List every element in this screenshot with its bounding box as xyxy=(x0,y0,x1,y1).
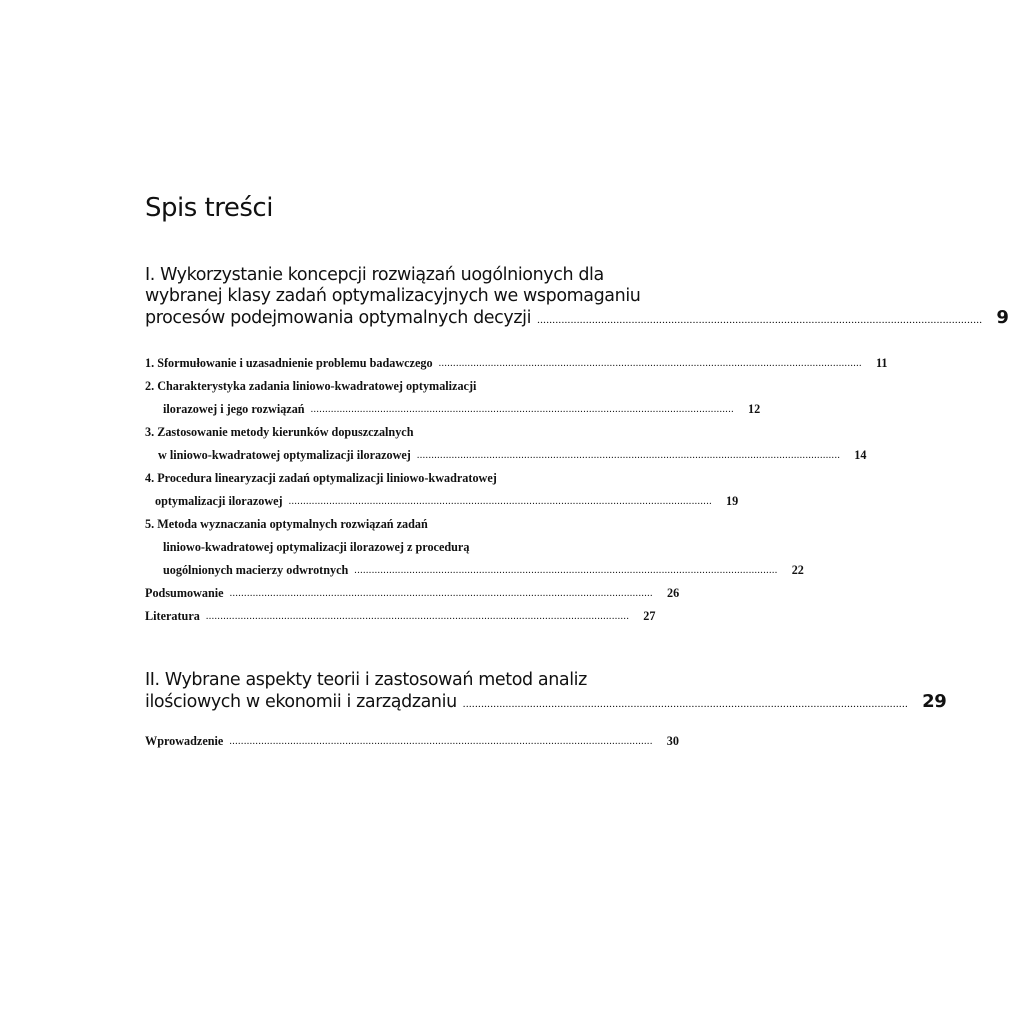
toc-entry xyxy=(145,513,580,536)
part-1-heading-line-3-text: procesów podejmowania optymalnych decyzji xyxy=(145,308,532,328)
dot-leader: .................................................................................................................................................. xyxy=(462,698,909,710)
part-2-page-number: 29 xyxy=(922,691,947,712)
toc-entry-text: 5. Metoda wyznaczania optymalnych rozwiązań zadań xyxy=(145,517,428,531)
part-2-heading xyxy=(145,670,947,715)
toc-entry-text: 2. Charakterystyka zadania liniowo-kwadratowej optymalizacji xyxy=(145,379,477,393)
toc-entry xyxy=(145,605,656,628)
toc-entry-text: liniowo-kwadratowej optymalizacji ilorazowej z procedurą xyxy=(163,540,470,554)
toc-entry-page: 27 xyxy=(643,609,656,623)
part-1-heading-line-2: wybranej klasy zadań optymalizacyjnych we wspomaganiu xyxy=(145,286,641,306)
toc-entry-page: 30 xyxy=(666,734,679,748)
part-2-entries xyxy=(145,730,679,753)
dot-leader: .................................................................................................................................................. xyxy=(354,565,778,576)
toc-entry xyxy=(145,582,680,605)
toc-entry-text: ilorazowej i jego rozwiązań xyxy=(163,402,305,416)
toc-entry-text: uogólnionych macierzy odwrotnych xyxy=(163,563,349,577)
dot-leader: .................................................................................................................................................. xyxy=(288,496,712,507)
part-1-heading-line-3 xyxy=(145,307,1009,331)
toc-entry-text: w liniowo-kwadratowej optymalizacji ilorazowej xyxy=(158,448,411,462)
toc-entry xyxy=(145,536,580,559)
toc-entry-text: Literatura xyxy=(145,609,200,623)
part-1-heading xyxy=(145,265,1009,331)
toc-entry-text: 1. Sformułowanie i uzasadnienie problemu badawczego xyxy=(145,356,433,370)
toc-entry xyxy=(145,467,580,490)
dot-leader: .................................................................................................................................................. xyxy=(205,611,630,622)
toc-entry xyxy=(145,398,761,421)
part-2-heading-line-2 xyxy=(145,691,947,715)
toc-entry-text: optymalizacji ilorazowej xyxy=(155,494,283,508)
toc-entry xyxy=(145,444,867,467)
toc-entry-text: Wprowadzenie xyxy=(145,734,224,748)
toc-entry-page: 12 xyxy=(748,402,761,416)
toc-entry-page: 22 xyxy=(791,563,804,577)
toc-entry-text: Podsumowanie xyxy=(145,586,224,600)
page-title: Spis treści xyxy=(145,193,273,223)
toc-entry xyxy=(145,421,580,444)
toc-entry-page: 14 xyxy=(854,448,867,462)
toc-entry xyxy=(145,559,804,582)
part-2-heading-line-1: II. Wybrane aspekty teorii i zastosowań metod analiz xyxy=(145,670,587,690)
toc-entry-text: 4. Procedura linearyzacji zadań optymalizacji liniowo-kwadratowej xyxy=(145,471,497,485)
dot-leader: .................................................................................................................................................. xyxy=(416,450,841,461)
dot-leader: .................................................................................................................................................. xyxy=(229,736,653,747)
toc-entry xyxy=(145,490,739,513)
dot-leader: .................................................................................................................................................. xyxy=(310,404,734,415)
toc-entry xyxy=(145,352,888,375)
part-1-page-number: 9 xyxy=(996,307,1009,328)
dot-leader: .................................................................................................................................................. xyxy=(438,358,862,369)
part-2-heading-line-2-text: ilościowych w ekonomii i zarządzaniu xyxy=(145,692,457,712)
part-1-entries xyxy=(145,352,888,628)
dot-leader: .................................................................................................................................................. xyxy=(537,314,983,326)
toc-entry xyxy=(145,730,679,753)
part-1-heading-line-1: I. Wykorzystanie koncepcji rozwiązań uogólnionych dla xyxy=(145,265,604,285)
toc-entry-page: 11 xyxy=(875,356,888,370)
dot-leader: .................................................................................................................................................. xyxy=(229,588,653,599)
toc-entry-page: 26 xyxy=(666,586,680,600)
toc-entry-page: 19 xyxy=(726,494,739,508)
toc-entry-text: 3. Zastosowanie metody kierunków dopuszczalnych xyxy=(145,425,414,439)
toc-entry xyxy=(145,375,580,398)
